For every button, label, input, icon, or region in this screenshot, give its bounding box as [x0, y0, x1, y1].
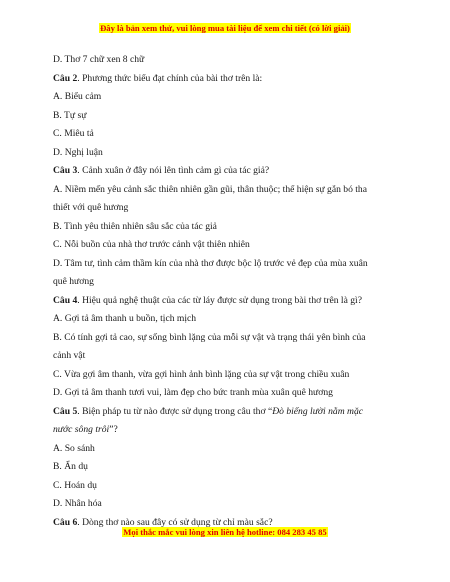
question-content — [53, 51, 425, 532]
question-5 — [53, 403, 425, 422]
hotline-text: Mọi thắc mắc vui lòng xin liên hệ hotline: 084 283 45 85 — [123, 527, 327, 537]
answer-option: C. Nỗi buồn của nhà thơ trước cảnh vật thiên nhiên — [53, 239, 250, 250]
answer-option: D. Nhân hóa — [53, 498, 102, 509]
hotline-footer-banner — [0, 527, 450, 538]
preview-notice-banner — [0, 23, 450, 34]
question-text-end: ”? — [109, 424, 118, 435]
question-text: . Phương thức biểu đạt chính của bài thơ trên là: — [77, 72, 263, 84]
question-text: . Biện pháp tu từ nào được sử dụng trong câu thơ “ — [77, 405, 273, 417]
answer-option-continued: thiết với quê hương — [53, 202, 129, 213]
answer-option: D. Gợi tả âm thanh tươi vui, làm đẹp cho bức tranh mùa xuân quê hương — [53, 387, 333, 398]
answer-option: C. Hoán dụ — [53, 479, 97, 491]
answer-option-continued: cảnh vật — [53, 350, 86, 361]
answer-option-continued: quê hương — [53, 276, 94, 287]
answer-option: A. Gợi tả âm thanh u buồn, tịch mịch — [53, 313, 197, 324]
question-3 — [53, 162, 425, 181]
question-text: . Dòng thơ nào sau đây có sử dụng từ chỉ màu sắc? — [77, 516, 273, 528]
answer-option: D. Tâm tư, tình cảm thầm kín của nhà thơ được bộc lộ trước vẻ đẹp của mùa xuân — [53, 257, 368, 269]
answer-option: B. Tình yêu thiên nhiên sâu sắc của tác giả — [53, 220, 217, 232]
answer-option: A. Biểu cảm — [53, 91, 102, 102]
question-label: Câu 6 — [53, 516, 78, 528]
answer-option: A. Niềm mến yêu cảnh sắc thiên nhiên gần gũi, thân thuộc; thể hiện sự gắn bó tha — [53, 183, 367, 195]
answer-option: C. Miêu tả — [53, 128, 94, 139]
answer-option: B. Có tính gợi tả cao, sự sống bình lặng của mỗi sự vật và trạng thái yên bình của — [53, 331, 366, 343]
question-label: Câu 4 — [53, 294, 78, 306]
question-2 — [53, 70, 425, 89]
answer-option: D. Nghị luận — [53, 146, 103, 158]
question-text: . Cảnh xuân ở đây nói lên tình cảm gì của tác giả? — [77, 165, 270, 176]
quoted-verse: nước sông trôi — [53, 424, 110, 435]
question-4 — [53, 292, 425, 311]
answer-option: B. Ẩn dụ — [53, 461, 88, 472]
answer-option: A. So sánh — [53, 442, 95, 454]
question-label: Câu 3 — [53, 165, 78, 176]
answer-option: C. Vừa gợi âm thanh, vừa gợi hình ảnh bình lặng của sự vật trong chiều xuân — [53, 368, 350, 380]
quoted-verse: Đò biếng lười nằm mặc — [272, 405, 364, 417]
answer-option: B. Tự sự — [53, 109, 87, 121]
answer-option: D. Thơ 7 chữ xen 8 chữ — [53, 54, 145, 65]
question-5-continued — [53, 421, 425, 440]
question-label: Câu 2 — [53, 72, 78, 84]
question-text: . Hiệu quả nghệ thuật của các từ láy được sử dụng trong bài thơ trên là gì? — [77, 294, 362, 306]
preview-notice-text: Đây là bản xem thử, vui lòng mua tài liệu để xem chi tiết (có lời giải) — [100, 23, 350, 33]
question-label: Câu 5 — [53, 405, 78, 417]
